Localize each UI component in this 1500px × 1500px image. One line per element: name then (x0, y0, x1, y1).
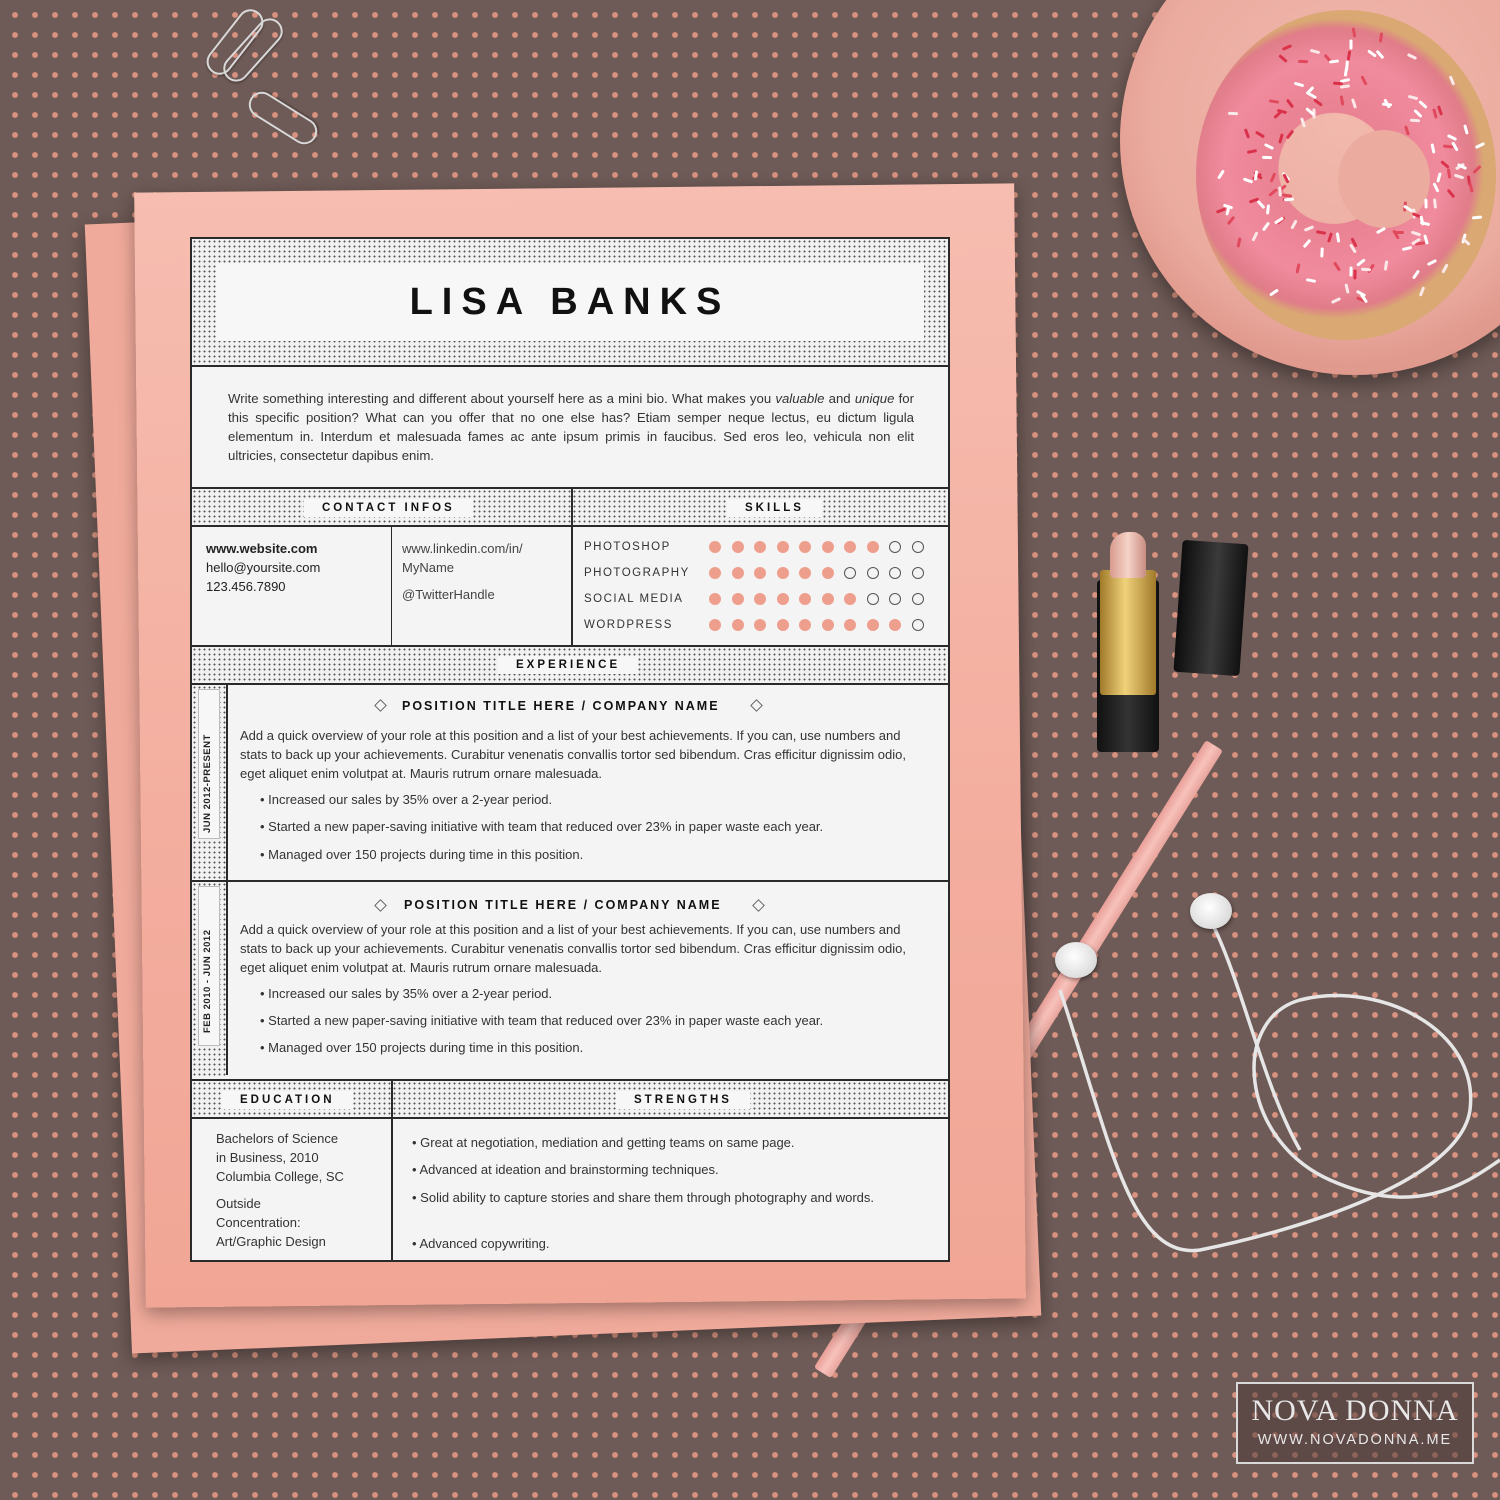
skill-dot-empty (889, 567, 901, 579)
skill-dot-empty (867, 567, 879, 579)
skill-dot-filled (844, 593, 856, 605)
skill-dot-filled (822, 593, 834, 605)
paperclip-icon (244, 87, 322, 149)
strength-item: • Advanced at ideation and brainstorming techniques. (412, 1162, 719, 1177)
skill-dot-filled (777, 567, 789, 579)
brand-logo (1236, 1382, 1474, 1464)
outside-label: Outside (216, 1196, 261, 1211)
skill-dot-empty (912, 567, 924, 579)
skill-dot-filled (822, 541, 834, 553)
outside-label: Concentration: (216, 1215, 301, 1230)
skill-row (584, 615, 934, 635)
skill-dot-filled (709, 567, 721, 579)
sprinkle (1332, 81, 1342, 85)
bio-paragraph (228, 389, 914, 465)
bio-emphasis: valuable (775, 391, 825, 406)
contact-column-1 (206, 539, 320, 596)
skill-dot-filled (822, 567, 834, 579)
skill-row (584, 589, 934, 609)
skill-dot-filled (709, 541, 721, 553)
skill-dot-filled (732, 593, 744, 605)
sprinkle (1349, 266, 1352, 276)
sprinkle (1361, 267, 1371, 271)
strength-item: • Solid ability to capture stories and share them through photography and words. (412, 1190, 874, 1205)
job-bullet: • Managed over 150 projects during time in this position. (260, 1040, 584, 1055)
skill-row (584, 563, 934, 583)
diamond-icon (374, 899, 387, 912)
job-bullet: • Started a new paper-saving initiative with team that reduced over 23% in paper waste each year. (260, 1013, 824, 1028)
skill-dot-filled (889, 619, 901, 631)
strength-item: • Great at negotiation, mediation and getting teams on same page. (412, 1135, 795, 1150)
skill-dot-filled (822, 619, 834, 631)
contact-heading: CONTACT INFOS (304, 499, 473, 517)
job-bullet: • Increased our sales by 35% over a 2-year period. (260, 986, 553, 1001)
skill-dot-empty (889, 541, 901, 553)
skill-dot-filled (867, 619, 879, 631)
phone: 123.456.7890 (206, 579, 286, 594)
skill-dot-filled (799, 567, 811, 579)
skill-dot-empty (867, 593, 879, 605)
job-title: POSITION TITLE HERE / COMPANY NAME (404, 898, 722, 912)
skill-dot-filled (754, 567, 766, 579)
skill-rating (709, 593, 934, 605)
skill-dot-empty (912, 593, 924, 605)
job-bullet: • Managed over 150 projects during time in this position. (260, 847, 584, 862)
linkedin-name: MyName (402, 560, 455, 575)
diamond-icon (374, 699, 387, 712)
lipstick-case (1100, 570, 1156, 695)
strength-item: • Advanced copywriting. (412, 1236, 550, 1251)
skill-dot-filled (799, 619, 811, 631)
education-block (216, 1129, 344, 1251)
skill-dot-filled (777, 619, 789, 631)
lipstick-cap (1173, 540, 1248, 676)
school: Columbia College, SC (216, 1169, 344, 1184)
sprinkle (1353, 270, 1356, 280)
resume-sheet (190, 237, 950, 1262)
skill-dot-filled (754, 541, 766, 553)
skill-dot-filled (799, 593, 811, 605)
job-summary: Add a quick overview of your role at this position and a list of your best achievements. If you can, use numbers and stats to back up your achievements. Curabitur venenatis convallis tortor sed bibendum. Cras efficitur dignissim odio, eget aliquet enim volutpat at. Mauris rutrum ornare malesuada. (240, 728, 906, 781)
skill-dot-empty (912, 541, 924, 553)
job-bullet: • Started a new paper-saving initiative with team that reduced over 23% in paper waste each year. (260, 819, 824, 834)
resume-name: LISA BANKS (409, 280, 731, 323)
job-summary: Add a quick overview of your role at this position and a list of your best achievements. If you can, use numbers and stats to back up your achievements. Curabitur venenatis convallis tortor sed bibendum. Cras efficitur dignissim odio, eget aliquet enim volutpat at. Mauris rutrum ornare malesuada. (240, 922, 906, 975)
bio-text: Write something interesting and different about yourself here as a mini bio. What makes you (228, 391, 776, 406)
skill-row (584, 537, 934, 557)
skill-rating (709, 541, 934, 553)
skill-name: PHOTOGRAPHY (584, 567, 690, 579)
skill-dot-empty (889, 593, 901, 605)
name-box (216, 263, 924, 341)
skill-dot-filled (777, 541, 789, 553)
job-dates: FEB 2010 - JUN 2012 (202, 929, 213, 1033)
degree: Bachelors of Science (216, 1131, 339, 1146)
skill-dot-filled (777, 593, 789, 605)
sprinkle (1298, 60, 1308, 63)
earbud (1055, 942, 1097, 978)
linkedin: www.linkedin.com/in/ (402, 541, 523, 556)
skill-name: PHOTOSHOP (584, 541, 671, 553)
skill-dot-filled (867, 541, 879, 553)
website: www.website.com (206, 541, 318, 556)
sprinkle (1425, 199, 1428, 209)
job-title: POSITION TITLE HERE / COMPANY NAME (402, 699, 720, 713)
skill-dot-empty (844, 567, 856, 579)
outside-value: Art/Graphic Design (216, 1234, 326, 1249)
diamond-icon (752, 899, 765, 912)
brand-name: NOVA DONNA (1251, 1394, 1459, 1427)
job-bullet: • Increased our sales by 35% over a 2-year period. (260, 792, 553, 807)
email: hello@yoursite.com (206, 560, 321, 575)
bio-text: for this specific position? What can you offer that no one else has? Etiam semper neque lectus, eu dictum ligula elementum in. Interdum et malesuada fames ac ante ipsum primis in faucibus. Sed eros leo, vehicula non elit ultricies, consectetur dapibus enim. (228, 391, 914, 463)
sprinkle (1345, 60, 1349, 70)
skills-heading: SKILLS (727, 499, 822, 517)
skill-dot-filled (799, 541, 811, 553)
skill-dot-filled (844, 541, 856, 553)
skill-dot-filled (844, 619, 856, 631)
skill-dot-filled (754, 619, 766, 631)
contact-column-2 (402, 539, 523, 604)
degree-year: in Business, 2010 (216, 1150, 319, 1165)
lipstick-tip (1110, 532, 1146, 578)
skill-dot-filled (732, 541, 744, 553)
job-dates: JUN 2012-PRESENT (202, 734, 213, 833)
earbud (1190, 893, 1232, 929)
skill-name: WORDPRESS (584, 619, 673, 631)
brand-url: WWW.NOVADONNA.ME (1257, 1432, 1453, 1448)
skill-dot-filled (732, 619, 744, 631)
strengths-heading: STRENGTHS (616, 1091, 750, 1109)
twitter-handle: @TwitterHandle (402, 587, 495, 602)
diamond-icon (750, 699, 763, 712)
experience-heading: EXPERIENCE (498, 656, 638, 674)
skill-rating (709, 567, 934, 579)
skill-name: SOCIAL MEDIA (584, 593, 684, 605)
skill-dot-filled (754, 593, 766, 605)
skill-dot-filled (732, 567, 744, 579)
skill-dot-empty (912, 619, 924, 631)
skill-dot-filled (709, 593, 721, 605)
skill-rating (709, 619, 934, 631)
skill-dot-filled (709, 619, 721, 631)
bio-text: and (828, 391, 855, 406)
education-heading: EDUCATION (222, 1091, 353, 1109)
bio-emphasis: unique (854, 391, 895, 406)
